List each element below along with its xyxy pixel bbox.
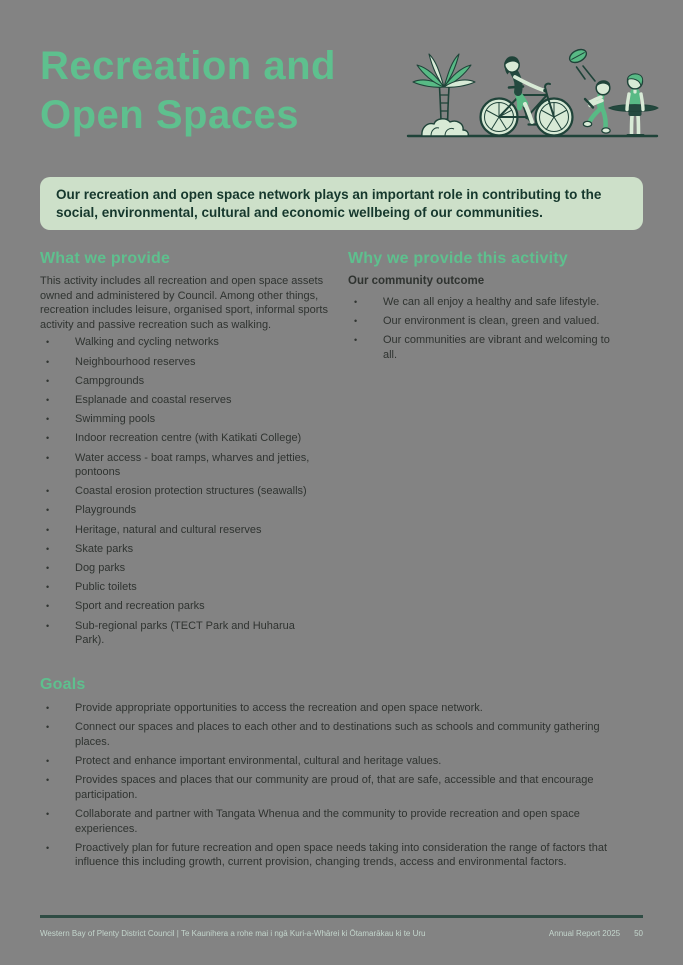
intro-callout-text: Our recreation and open space network plays an important role in contributing to the social, environmental, cultural and economic wellbeing of our communities. <box>56 187 602 220</box>
bullet-icon: • <box>46 375 50 386</box>
list-item <box>40 393 345 408</box>
list-item <box>40 374 345 389</box>
goals-list <box>40 701 645 870</box>
running-child-icon <box>583 80 610 133</box>
what-we-provide-heading: What we provide <box>40 250 171 267</box>
bullet-icon: • <box>46 505 50 516</box>
two-column-section <box>40 250 643 652</box>
list-item <box>40 807 645 836</box>
person-with-surfboard-icon <box>609 74 658 135</box>
bullet-icon: • <box>46 582 50 593</box>
list-item-text: Our communities are vibrant and welcoming to all. <box>383 334 610 361</box>
bullet-icon: • <box>354 335 358 346</box>
bullet-icon: • <box>46 394 50 405</box>
list-item-text: We can all enjoy a healthy and safe lifestyle. <box>383 296 600 308</box>
list-item <box>348 314 643 329</box>
list-item-text: Swimming pools <box>75 413 156 426</box>
list-item <box>40 335 345 350</box>
list-item-text: Skate parks <box>75 542 134 555</box>
list-item-text: Our environment is clean, green and valued. <box>383 315 600 328</box>
flying-ball-icon <box>567 47 595 81</box>
bullet-icon: • <box>46 524 50 535</box>
list-item-text: Walking and cycling networks <box>75 336 219 349</box>
list-item-text: Provides spaces and places that our community are proud of, that are safe, accessible and that encourage participation. <box>75 774 594 801</box>
list-item <box>40 451 345 480</box>
footer-row <box>40 918 643 939</box>
list-item-text: Sport and recreation parks <box>75 600 205 613</box>
list-item <box>40 412 345 427</box>
footer-right-group <box>549 929 643 939</box>
section-what-we-provide <box>40 250 345 652</box>
list-item <box>40 701 645 716</box>
why-we-provide-heading: Why we provide this activity <box>348 250 568 267</box>
bullet-icon: • <box>46 337 50 348</box>
bullet-icon: • <box>46 703 50 713</box>
list-item-text: Neighbourhood reserves <box>75 355 196 368</box>
what-we-provide-intro: This activity includes all recreation and open space assets owned and administered by Council. Among other things, recreation includes leisure, organised sport, informal sports activity and passive recreation such as walking. <box>40 275 328 331</box>
bullet-icon: • <box>354 297 358 307</box>
bullet-icon: • <box>46 601 50 612</box>
list-item <box>40 484 345 499</box>
bullet-icon: • <box>46 414 50 425</box>
recreation-illustration-svg <box>406 34 659 143</box>
list-item <box>348 295 643 310</box>
list-item <box>40 619 345 648</box>
list-item <box>40 431 345 446</box>
bullet-icon: • <box>46 356 50 367</box>
bullet-icon: • <box>46 486 50 497</box>
list-item <box>40 720 645 749</box>
list-item-text: Campgrounds <box>75 374 145 387</box>
list-item <box>40 503 345 518</box>
list-item <box>40 599 345 614</box>
bullet-icon: • <box>46 543 50 554</box>
bullet-icon: • <box>46 563 50 574</box>
footer-report-title: Annual Report 2025 <box>548 929 621 938</box>
footer-council-name: Western Bay of Plenty District Council | Te Kaunihera a rohe mai i ngā Kuri-a-Whārei ki Ōtamarākau ki te Uru <box>40 929 426 938</box>
list-item <box>40 754 645 769</box>
bullet-icon: • <box>46 433 50 444</box>
list-item-text: Water access - boat ramps, wharves and jetties, pontoons <box>75 451 310 479</box>
bush-icon <box>422 119 468 136</box>
section-why-we-provide <box>348 250 643 652</box>
section-goals <box>40 676 645 875</box>
list-item-text: Proactively plan for future recreation and open space needs taking into consideration the range of factors that influence this including growth, current provision, changing trends, access and environmental factors. <box>75 841 607 869</box>
list-item-text: Connect our spaces and places to each other and to destinations such as schools and community gathering places. <box>75 721 600 748</box>
what-we-provide-list <box>40 335 345 647</box>
bullet-icon: • <box>46 808 50 819</box>
footer-page-number: 50 <box>634 929 643 938</box>
bullet-icon: • <box>46 842 50 853</box>
page-title-line1: Recreation and <box>40 44 336 88</box>
list-item-text: Indoor recreation centre (with Katikati College) <box>75 432 302 445</box>
page-title-line2: Open Spaces <box>40 93 299 137</box>
bullet-icon: • <box>46 775 50 786</box>
list-item-text: Esplanade and coastal reserves <box>75 393 232 406</box>
goals-heading: Goals <box>40 676 86 693</box>
list-item-text: Collaborate and partner with Tangata Whenua and the community to provide recreation and open space experiences. <box>75 807 580 835</box>
list-item <box>40 542 345 557</box>
list-item <box>40 841 645 870</box>
list-item-text: Provide appropriate opportunities to access the recreation and open space network. <box>75 702 483 714</box>
list-item-text: Public toilets <box>75 581 137 594</box>
list-item-text: Dog parks <box>75 562 126 575</box>
list-item <box>40 523 345 538</box>
community-outcome-subheading: Our community outcome <box>348 275 485 287</box>
list-item <box>348 333 643 362</box>
page-title <box>40 42 336 140</box>
community-outcome-list <box>348 295 643 363</box>
bullet-icon: • <box>46 452 50 463</box>
list-item <box>40 355 345 370</box>
bullet-icon: • <box>46 755 50 766</box>
bullet-icon: • <box>46 620 50 631</box>
page-footer <box>40 915 643 939</box>
list-item-text: Sub-regional parks (TECT Park and Huharua Park). <box>75 619 295 647</box>
list-item-text: Coastal erosion protection structures (seawalls) <box>75 485 307 498</box>
list-item <box>40 580 345 595</box>
bullet-icon: • <box>354 316 358 327</box>
list-item-text: Playgrounds <box>75 504 137 517</box>
list-item <box>40 561 345 576</box>
bullet-icon: • <box>46 722 50 733</box>
list-item-text: Protect and enhance important environmental, cultural and heritage values. <box>75 754 442 767</box>
list-item-text: Heritage, natural and cultural reserves <box>75 523 262 536</box>
recreation-illustration <box>406 34 659 143</box>
intro-callout <box>40 177 643 230</box>
list-item <box>40 773 645 802</box>
